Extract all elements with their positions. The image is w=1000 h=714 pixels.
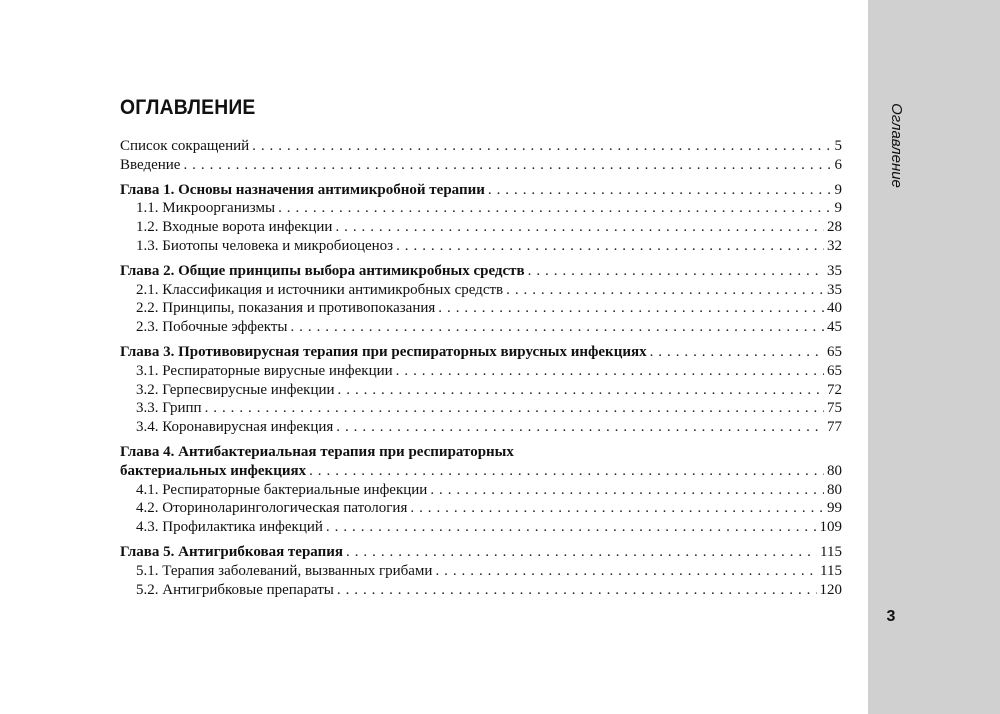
toc-entry[interactable]: [120, 381, 842, 400]
toc-entry-page: 9: [834, 181, 842, 198]
toc-entry-page: 80: [827, 481, 842, 498]
toc-entry[interactable]: [120, 218, 842, 237]
toc-entry-page: 72: [827, 381, 842, 398]
toc-chapter-title: Глава 5. Антигрибковая терапия: [120, 543, 344, 560]
dot-leader: [438, 299, 824, 318]
toc-entry[interactable]: [120, 318, 842, 337]
toc-intro-group: [120, 137, 842, 175]
toc-chapter-title-line1[interactable]: Глава 4. Антибактериальная терапия при респираторных: [120, 443, 514, 460]
dot-leader: [430, 481, 824, 500]
toc-chapter-1: [120, 181, 842, 256]
toc-entry[interactable]: [120, 137, 842, 156]
toc-entry-title: 2.2. Принципы, показания и противопоказания: [136, 300, 436, 317]
toc-entry[interactable]: [120, 518, 842, 537]
dot-leader: [506, 281, 824, 300]
toc-entry-page: 99: [827, 500, 842, 517]
toc-entry[interactable]: [120, 199, 842, 218]
toc-chapter-entry[interactable]: [120, 543, 842, 562]
toc-entry-page: 115: [820, 562, 842, 579]
dot-leader: [183, 156, 831, 175]
toc-entry-page: 65: [827, 343, 842, 360]
page-title: ОГЛАВЛЕНИЕ: [120, 96, 256, 119]
toc-entry-page: 65: [827, 362, 842, 379]
toc-entry[interactable]: [120, 418, 842, 437]
toc-entry-title: Введение: [120, 156, 181, 173]
toc-entry-title: 3.1. Респираторные вирусные инфекции: [136, 362, 393, 379]
toc-entry-page: 109: [819, 519, 842, 536]
toc-entry-page: 120: [819, 581, 842, 598]
toc-chapter-entry[interactable]: [120, 262, 842, 281]
toc-entry-title: 5.1. Терапия заболеваний, вызванных грибами: [136, 562, 433, 579]
toc-entry-title: 3.2. Герпесвирусные инфекции: [136, 381, 335, 398]
dot-leader: [290, 318, 824, 337]
toc-entry-title: 2.3. Побочные эффекты: [136, 319, 288, 336]
toc-entry-page: 32: [827, 237, 842, 254]
toc-entry-page: 115: [820, 543, 842, 560]
toc-entry-title: 5.2. Антигрибковые препараты: [136, 581, 334, 598]
dot-leader: [335, 218, 824, 237]
dot-leader: [338, 381, 824, 400]
toc-entry[interactable]: [120, 362, 842, 381]
toc-chapter-3: [120, 343, 842, 437]
toc-entry-page: 5: [834, 138, 842, 154]
dot-leader: [488, 181, 832, 200]
toc-entry-page: 35: [827, 281, 842, 298]
toc-chapter-5: [120, 543, 842, 599]
toc-entry[interactable]: [120, 299, 842, 318]
toc-entry-title: Список сокращений: [120, 138, 250, 154]
toc-entry-page: 28: [827, 219, 842, 236]
toc-entry-page: 6: [834, 156, 842, 173]
toc-entry[interactable]: [120, 156, 842, 175]
toc-entry[interactable]: [120, 281, 842, 300]
page-number: 3: [886, 608, 896, 625]
toc-entry-title: 1.3. Биотопы человека и микробиоценоз: [136, 237, 394, 254]
toc-entry-title: 3.3. Грипп: [136, 400, 202, 417]
toc-entry-title: 4.3. Профилактика инфекций: [136, 519, 323, 536]
toc-entry-title: 4.2. Оториноларингологическая патология: [136, 500, 408, 517]
toc-entry-title: 1.1. Микроорганизмы: [136, 200, 276, 217]
toc-chapter-title: Глава 2. Общие принципы выбора антимикробных средств: [120, 262, 525, 279]
toc-entry[interactable]: [120, 481, 842, 500]
toc-entry-page: 75: [827, 400, 842, 417]
toc-entry[interactable]: [120, 399, 842, 418]
toc-entry-page: 40: [827, 300, 842, 317]
dot-leader: [336, 418, 824, 437]
toc-entry-page: 80: [827, 462, 842, 479]
running-title: [876, 90, 916, 200]
dot-leader: [396, 237, 824, 256]
dot-leader: [528, 262, 824, 281]
toc-entry[interactable]: [120, 562, 842, 581]
dot-leader: [410, 499, 824, 518]
toc-chapter-title: бактериальных инфекциях: [120, 462, 307, 479]
dot-leader: [337, 581, 817, 600]
dot-leader: [346, 543, 817, 562]
dot-leader: [278, 199, 831, 218]
toc-entry[interactable]: [120, 237, 842, 256]
running-title-text: Оглавление: [887, 102, 905, 188]
toc-chapter-entry[interactable]: [120, 181, 842, 200]
toc-chapter-title: Глава 1. Основы назначения антимикробной терапии: [120, 181, 485, 198]
dot-leader: [435, 562, 817, 581]
toc-entry-page: 45: [827, 319, 842, 336]
dot-leader: [309, 462, 824, 481]
table-of-contents: [120, 137, 842, 605]
dot-leader: [252, 137, 831, 156]
toc-entry-title: 4.1. Респираторные бактериальные инфекции: [136, 481, 428, 498]
toc-chapter-2: [120, 262, 842, 337]
toc-entry-title: 1.2. Входные ворота инфекции: [136, 219, 333, 236]
toc-entry-page: 9: [834, 200, 842, 217]
toc-entry-page: 35: [827, 262, 842, 279]
dot-leader: [650, 343, 824, 362]
toc-entry-title: 3.4. Коронавирусная инфекция: [136, 419, 334, 436]
toc-entry[interactable]: [120, 499, 842, 518]
toc-chapter-entry[interactable]: [120, 462, 842, 481]
dot-leader: [326, 518, 817, 537]
toc-entry-page: 77: [827, 419, 842, 436]
toc-chapter-entry[interactable]: [120, 343, 842, 362]
toc-entry-title: 2.1. Классификация и источники антимикробных средств: [136, 281, 504, 298]
dot-leader: [396, 362, 824, 381]
toc-chapter-4: [120, 443, 842, 537]
toc-entry[interactable]: [120, 581, 842, 600]
dot-leader: [205, 399, 824, 418]
toc-chapter-title: Глава 3. Противовирусная терапия при респираторных вирусных инфекциях: [120, 343, 647, 360]
